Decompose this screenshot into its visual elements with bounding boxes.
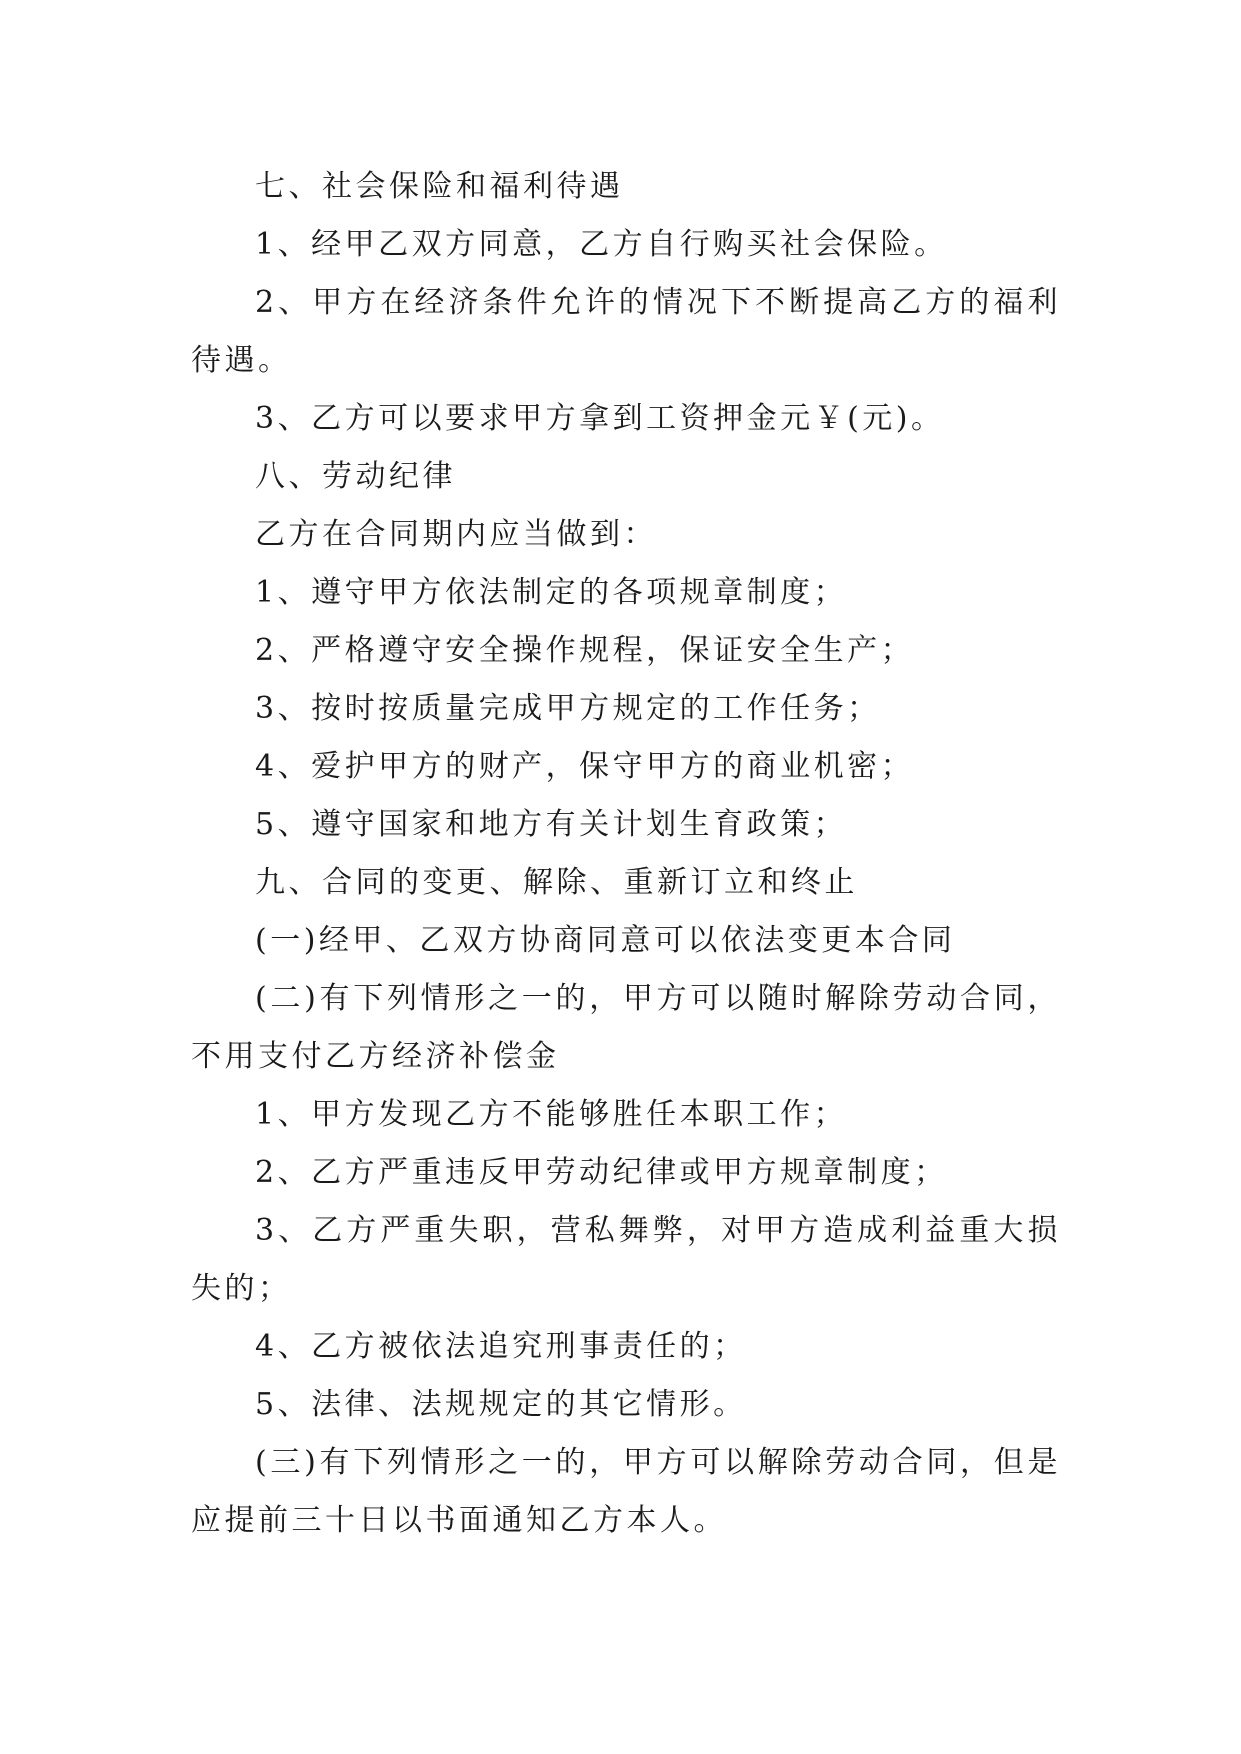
paragraph: 1、经甲乙双方同意，乙方自行购买社会保险。 (255, 227, 948, 262)
list-item: 2、乙方严重违反甲劳动纪律或甲方规章制度； (255, 1155, 948, 1190)
list-item: 2、严格遵守安全操作规程，保证安全生产； (255, 633, 915, 668)
list-item: 5、遵守国家和地方有关计划生育政策； (255, 807, 848, 842)
paragraph: (三)有下列情形之一的，甲方可以解除劳动合同，但是应提前三十日以书面通知乙方本人。 (191, 1445, 1061, 1538)
section-heading-contract-change: 九、合同的变更、解除、重新订立和终止 (255, 865, 858, 900)
list-item: 4、爱护甲方的财产，保守甲方的商业机密； (255, 749, 915, 784)
document-body (191, 158, 1061, 1550)
paragraph: (一)经甲、乙双方协商同意可以依法变更本合同 (255, 923, 956, 958)
list-item: 3、乙方严重失职，营私舞弊，对甲方造成利益重大损失的； (191, 1213, 1061, 1306)
paragraph: 3、乙方可以要求甲方拿到工资押金元￥(元)。 (255, 401, 945, 436)
section-heading-labor-discipline: 八、劳动纪律 (255, 459, 456, 494)
list-item: 1、遵守甲方依法制定的各项规章制度； (255, 575, 848, 610)
list-item: 3、按时按质量完成甲方规定的工作任务； (255, 691, 881, 726)
paragraph: 2、甲方在经济条件允许的情况下不断提高乙方的福利待遇。 (191, 285, 1061, 378)
paragraph: (二)有下列情形之一的，甲方可以随时解除劳动合同，不用支付乙方经济补偿金 (191, 981, 1061, 1074)
list-item: 5、法律、法规规定的其它情形。 (255, 1387, 747, 1422)
list-item: 1、甲方发现乙方不能够胜任本职工作； (255, 1097, 848, 1132)
list-item: 4、乙方被依法追究刑事责任的； (255, 1329, 747, 1364)
paragraph: 乙方在合同期内应当做到： (255, 517, 657, 552)
section-heading-social-insurance: 七、社会保险和福利待遇 (255, 169, 624, 204)
